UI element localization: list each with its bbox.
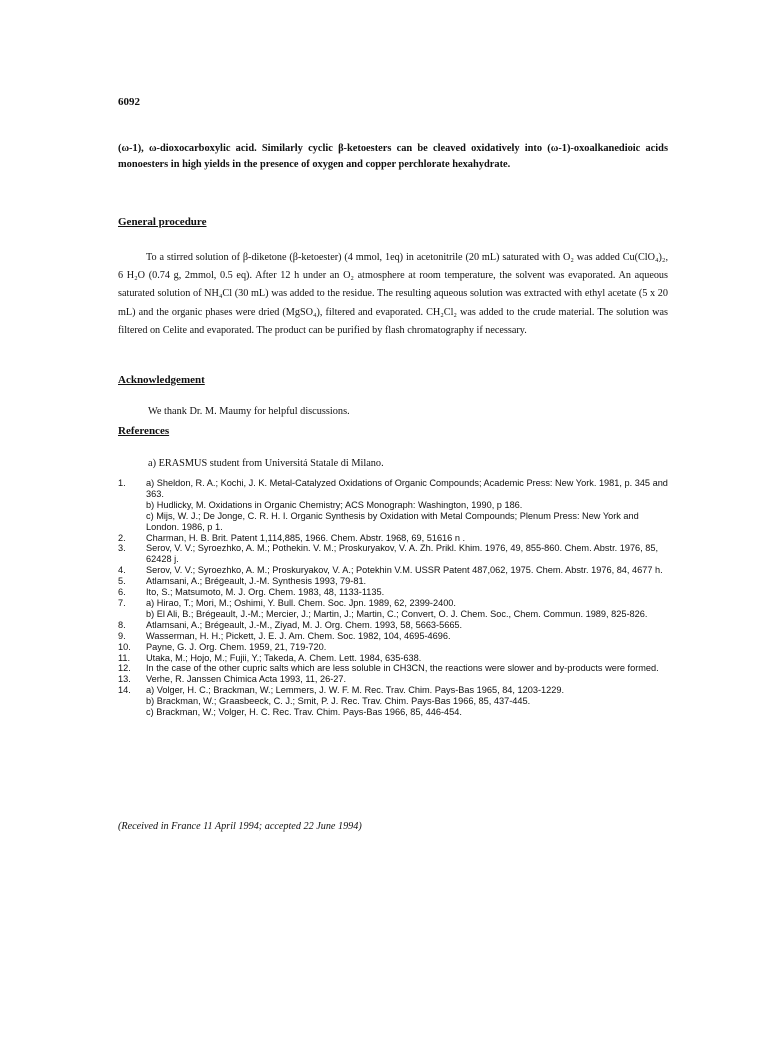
reference-item <box>118 707 668 718</box>
general-procedure-paragraph <box>118 249 668 340</box>
reference-number: 13. <box>118 674 131 685</box>
reference-item <box>118 663 668 674</box>
reference-item <box>118 685 668 696</box>
reference-text: Wasserman, H. H.; Pickett, J. E. J. Am. Chem. Soc. 1982, 104, 4695-4696. <box>146 630 451 641</box>
reference-item <box>118 653 668 664</box>
reference-text: Atlamsani, A.; Brégeault, J.-M. Synthesis 1993, 79-81. <box>146 576 367 587</box>
received-note-text: (Received in France 11 April 1994; accepted 22 June 1994) <box>118 821 362 832</box>
reference-text: Utaka, M.; Hojo, M.; Fujii, Y.; Takeda, A. Chem. Lett. 1984, 635-638. <box>146 652 422 663</box>
reference-number: 14. <box>118 685 131 696</box>
intro-paragraph: (ω-1), ω-dioxocarboxylic acid. Similarly cyclic β-ketoesters can be cleaved oxidatively into (ω-1)-oxoalkanedioic acids monoesters in high yields in the presence of oxygen and copper perchlorate hexahydrate. <box>118 143 668 170</box>
reference-number: 8. <box>118 619 126 630</box>
reference-text: Verhe, R. Janssen Chimica Acta 1993, 11, 26-27. <box>146 674 347 685</box>
reference-text: Payne, G. J. Org. Chem. 1959, 21, 719-720. <box>146 641 327 652</box>
reference-item <box>118 543 668 565</box>
reference-text: Serov, V. V.; Syroezhko, A. M.; Proskuryakov, V. A.; Potekhin V.M. USSR Patent 487,062, 1975. Chem. Abstr. 1976, 84, 4677 h. <box>146 565 663 576</box>
reference-text: Serov, V. V.; Syroezhko, A. M.; Pothekin. V. M.; Proskuryakov, V. A. Zh. Prikl. Khim. 1976, 49, 855-860. Chem. Abstr. 1976, 85, 62428 j. <box>146 543 659 565</box>
reference-number: 10. <box>118 641 131 652</box>
reference-text: c) Mijs, W. J.; De Jonge, C. R. H. I. Organic Synthesis by Oxidation with Metal Compounds; Plenum Press: New York and London. 1986, p 1. <box>146 510 639 532</box>
reference-number: 6. <box>118 587 126 598</box>
reference-item <box>118 576 668 587</box>
reference-number: 5. <box>118 576 126 587</box>
reference-item <box>118 598 668 609</box>
reference-text: b) El Ali, B.; Brégeault, J.-M.; Mercier, J.; Martin, J.; Martin, C.; Convert, O. J. Chem. Soc., Chem. Commun. 1989, 825-826. <box>146 608 648 619</box>
page-number: 6092 <box>118 96 140 108</box>
reference-item <box>118 511 668 533</box>
acknowledgement-heading: Acknowledgement <box>118 374 205 386</box>
reference-number: 4. <box>118 565 126 576</box>
reference-number: 1. <box>118 478 126 488</box>
reference-item <box>118 565 668 576</box>
reference-item <box>118 696 668 707</box>
reference-item <box>118 587 668 598</box>
reference-item <box>118 620 668 631</box>
reference-text: Charman, H. B. Brit. Patent 1,114,885, 1966. Chem. Abstr. 1968, 69, 51616 n . <box>146 532 466 543</box>
reference-text: b) Brackman, W.; Graasbeeck, C. J.; Smit, P. J. Rec. Trav. Chim. Pays-Bas 1966, 85, 437-445. <box>146 696 531 707</box>
reference-text: a) Sheldon, R. A.; Kochi, J. K. Metal-Catalyzed Oxidations of Organic Compounds; Academic Press: New York. 1981, p. 345 and 363. <box>146 478 668 499</box>
general-procedure-text: To a stirred solution of β-diketone (β-ketoester) (4 mmol, 1eq) in acetonitrile (20 mL) saturated with O₂ was added Cu(ClO₄)₂, 6 H₂O (0.74 g, 2mmol, 0.5 eq). After 12 h under an O₂ atmosphere at room temperature, the solvent was evaporated. An aqueous saturated solution of NH₄Cl (30 mL) was added to the residue. The resulting aqueous solution was extracted with ethyl acetate (5 x 20 mL) and the organic phases were dried (MgSO₄), filtered and evaporated. CH₂Cl₂ was added to the crude material. The solution was filtered on Celite and evaporated. The product can be purified by flash chromatography if necessary. <box>118 252 668 336</box>
reference-number: 9. <box>118 630 126 641</box>
reference-number: 3. <box>118 543 126 554</box>
references-footnote-a: a) ERASMUS student from Universitá Statale di Milano. <box>148 458 384 469</box>
reference-text: In the case of the other cupric salts which are less soluble in CH3CN, the reactions were slower and by-products were formed. <box>146 663 659 674</box>
acknowledgement-text: We thank Dr. M. Maumy for helpful discussions. <box>148 406 350 417</box>
reference-number: 7. <box>118 597 126 608</box>
reference-item <box>118 533 668 544</box>
reference-text: b) Hudlicky, M. Oxidations in Organic Chemistry; ACS Monograph: Washington, 1990, p 186. <box>146 499 523 510</box>
reference-item <box>118 674 668 685</box>
general-procedure-heading: General procedure <box>118 216 207 228</box>
reference-text: c) Brackman, W.; Volger, H. C. Rec. Trav. Chim. Pays-Bas 1966, 85, 446-454. <box>146 707 462 718</box>
reference-text: a) Volger, H. C.; Brackman, W.; Lemmers, J. W. F. M. Rec. Trav. Chim. Pays-Bas 1965, 84, 1203-1229. <box>146 685 565 696</box>
reference-item <box>118 500 668 511</box>
reference-text: Ito, S.; Matsumoto, M. J. Org. Chem. 1983, 48, 1133-1135. <box>146 587 385 598</box>
received-note <box>118 821 362 832</box>
reference-item <box>118 609 668 620</box>
reference-item <box>118 631 668 642</box>
reference-item <box>118 642 668 653</box>
reference-item <box>118 478 668 500</box>
reference-text: Atlamsani, A.; Brégeault, J.-M., Ziyad, M. J. Org. Chem. 1993, 58, 5663-5665. <box>146 619 463 630</box>
reference-number: 2. <box>118 532 126 543</box>
reference-text: a) Hirao, T.; Mori, M.; Oshimi, Y. Bull. Chem. Soc. Jpn. 1989, 62, 2399-2400. <box>146 597 456 608</box>
references-heading: References <box>118 425 170 437</box>
reference-number: 11. <box>118 652 131 663</box>
reference-number: 12. <box>118 663 131 674</box>
references-list <box>118 478 668 718</box>
